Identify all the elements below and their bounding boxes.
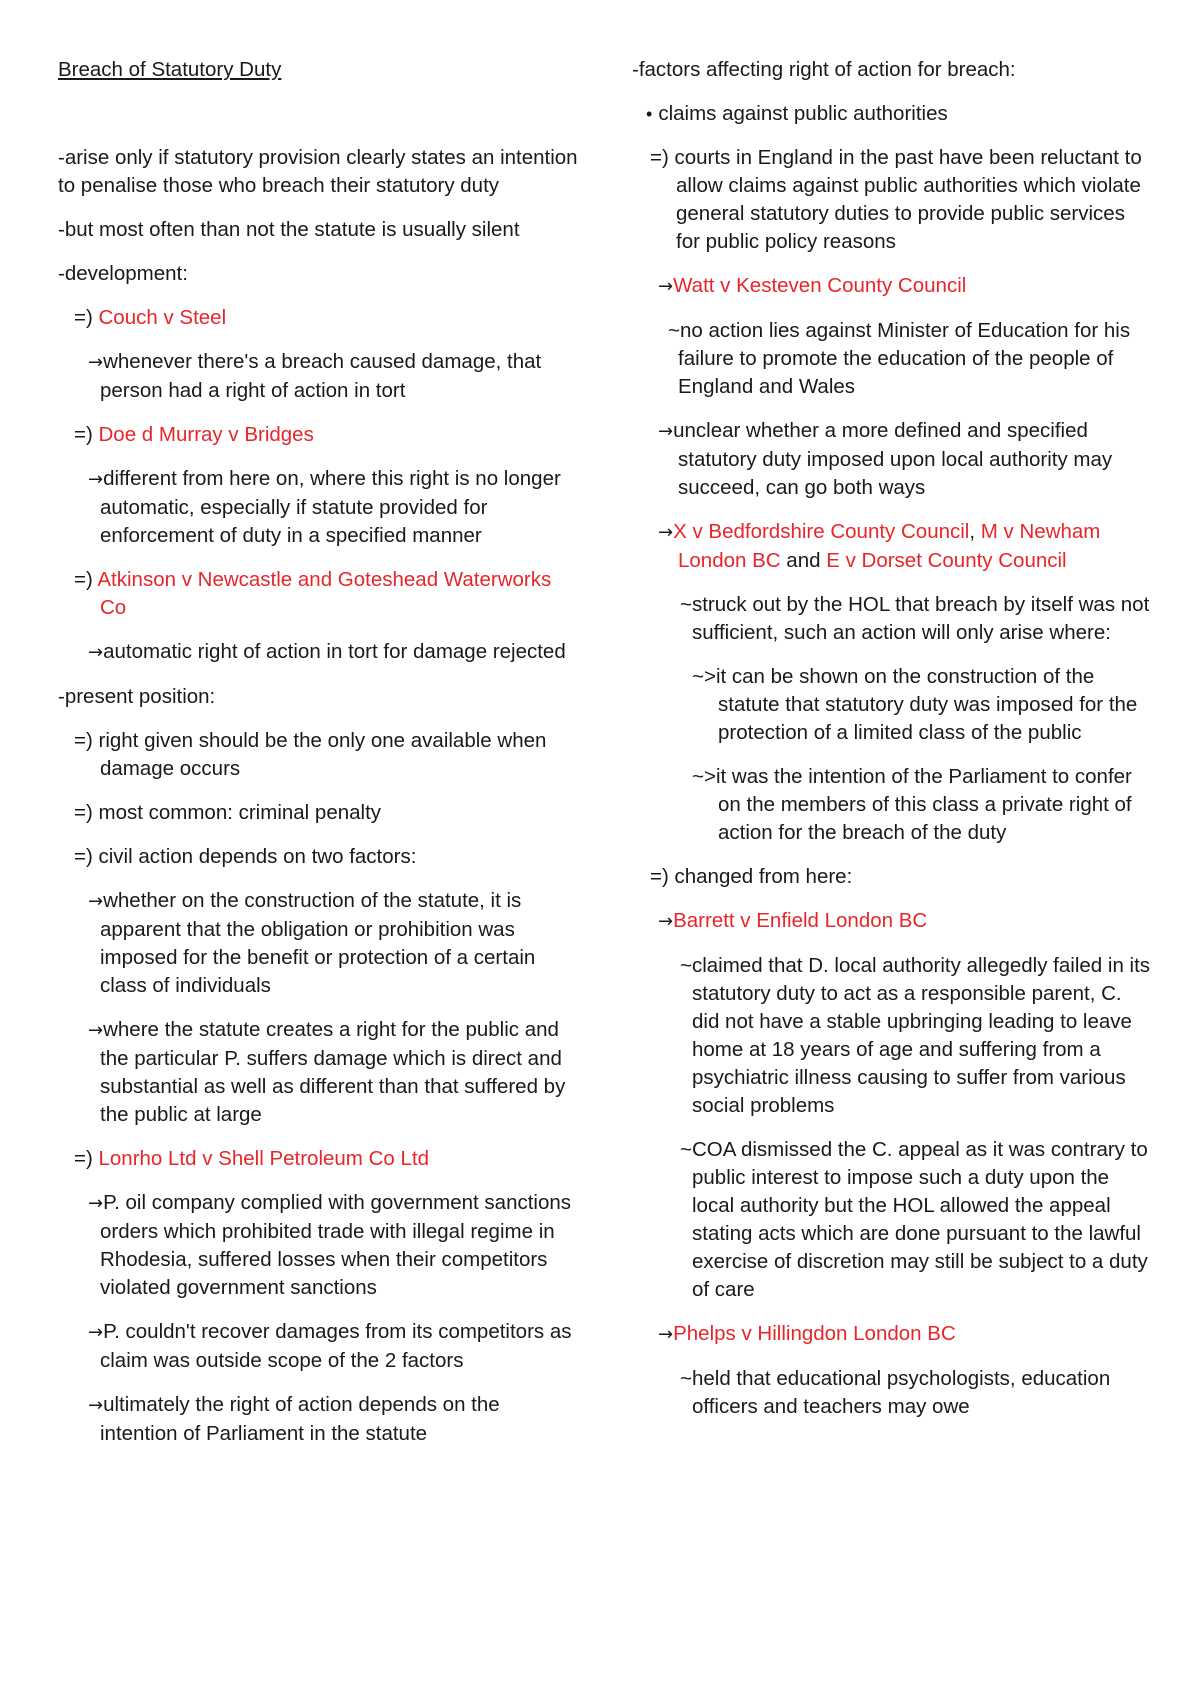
case-atkinson: =) Atkinson v Newcastle and Goteshead Waterworks Co [74,568,552,619]
paragraph-courts: =) courts in England in the past have been reluctant to allow claims against public authorities which violate general statutory duties to provide public services for public policy reasons [650,146,1142,253]
arrow-right-icon: → [658,522,674,543]
position-item: =) most common: criminal penalty [74,801,382,824]
arrow-right-icon: → [658,276,674,297]
case-couch-v-steel: =) Couch v Steel [74,306,227,329]
arrow-right-icon: → [88,469,104,490]
case-name: Atkinson v Newcastle and Goteshead Waterworks Co [97,568,552,619]
case-name: Phelps v Hillingdon London BC [673,1322,956,1345]
case-x-v-bedfordshire: →X v Bedfordshire County Council, M v Newham London BC and E v Dorset County Council [658,520,1101,572]
left-column [58,56,578,1464]
heading-present-position: -present position: [58,685,216,708]
heading-factors: -factors affecting right of action for breach: [632,58,1016,81]
case-note: →whenever there's a breach caused damage, that person had a right of action in tort [88,350,542,402]
paragraph-arise: -arise only if statutory provision clearly states an intention to penalise those who breach their statutory duty [58,146,578,197]
position-item: =) civil action depends on two factors: [74,845,417,868]
note-unclear: →unclear whether a more defined and specified statutory duty imposed upon local authority may succeed, can go both ways [658,419,1113,499]
case-doe-v-bridges: =) Doe d Murray v Bridges [74,423,314,446]
case-note: ~held that educational psychologists, education officers and teachers may owe [680,1367,1111,1418]
right-column [632,56,1152,1437]
case-name: E v Dorset County Council [826,549,1067,572]
case-note: →ultimately the right of action depends on the intention of Parliament in the statute [88,1393,500,1445]
document-title: Breach of Statutory Duty [58,58,282,81]
case-name: Lonrho Ltd v Shell Petroleum Co Ltd [98,1147,429,1170]
case-name: Watt v Kesteven County Council [673,274,967,297]
case-note: ~no action lies against Minister of Education for his failure to promote the education of the people of England and Wales [668,319,1131,398]
case-note: →P. oil company complied with government sanctions orders which prohibited trade with illegal regime in Rhodesia, suffered losses when their competitors violated government sanctions [88,1191,572,1299]
condition-item: ~>it was the intention of the Parliament to confer on the members of this class a private right of action for the breach of the duty [692,765,1132,844]
heading-development: -development: [58,262,188,285]
case-name: X v Bedfordshire County Council [673,520,970,543]
factor-item: →whether on the construction of the statute, it is apparent that the obligation or prohibition was imposed for the benefit or protection of a certain class of individuals [88,889,536,997]
case-name: M v Newham London BC [678,520,1101,572]
case-note: →P. couldn't recover damages from its competitors as claim was outside scope of the 2 factors [88,1320,572,1372]
case-name: Doe d Murray v Bridges [98,423,314,446]
paragraph-silent: -but most often than not the statute is usually silent [58,218,520,241]
arrow-right-icon: → [88,1395,104,1416]
case-phelps [632,1320,1152,1349]
position-item: =) right given should be the only one available when damage occurs [74,729,547,780]
arrow-right-icon: → [88,891,104,912]
arrow-right-icon: → [88,1193,104,1214]
bullet-item: • claims against public authorities [646,102,948,125]
case-watt [632,272,1152,301]
case-note: ~struck out by the HOL that breach by itself was not sufficient, such an action will only arise where: [680,593,1150,644]
bullet-icon: • [646,104,653,124]
case-note: ~COA dismissed the C. appeal as it was contrary to public interest to impose such a duty upon the local authority but the HOL allowed the appeal stating acts which are done pursuant to the lawful exercise of discretion may still be subject to a duty of care [680,1138,1148,1301]
condition-item: ~>it can be shown on the construction of the statute that statutory duty was imposed for the protection of a limited class of the public [692,665,1138,744]
paragraph-changed: =) changed from here: [650,865,853,888]
case-name: Couch v Steel [98,306,227,329]
arrow-right-icon: → [88,1322,104,1343]
arrow-right-icon: → [88,352,104,373]
case-name: Barrett v Enfield London BC [673,909,928,932]
case-lonrho: =) Lonrho Ltd v Shell Petroleum Co Ltd [74,1147,429,1170]
case-note: →different from here on, where this right is no longer automatic, especially if statute provided for enforcement of duty in a specified manner [88,467,561,547]
arrow-right-icon: → [658,1324,674,1345]
arrow-right-icon: → [658,911,674,932]
case-note: ~claimed that D. local authority allegedly failed in its statutory duty to act as a responsible parent, C. did not have a stable upbringing leading to leave home at 18 years of age and suffering from a psychiatric illness causing to suffer from various social problems [680,954,1151,1117]
arrow-right-icon: → [88,1020,104,1041]
factor-item: →where the statute creates a right for the public and the particular P. suffers damage which is direct and substantial as well as different than that suffered by the public at large [88,1018,566,1126]
arrow-right-icon: → [658,421,674,442]
case-note: →automatic right of action in tort for damage rejected [88,640,566,663]
arrow-right-icon: → [88,642,104,663]
case-barrett [632,907,1152,936]
